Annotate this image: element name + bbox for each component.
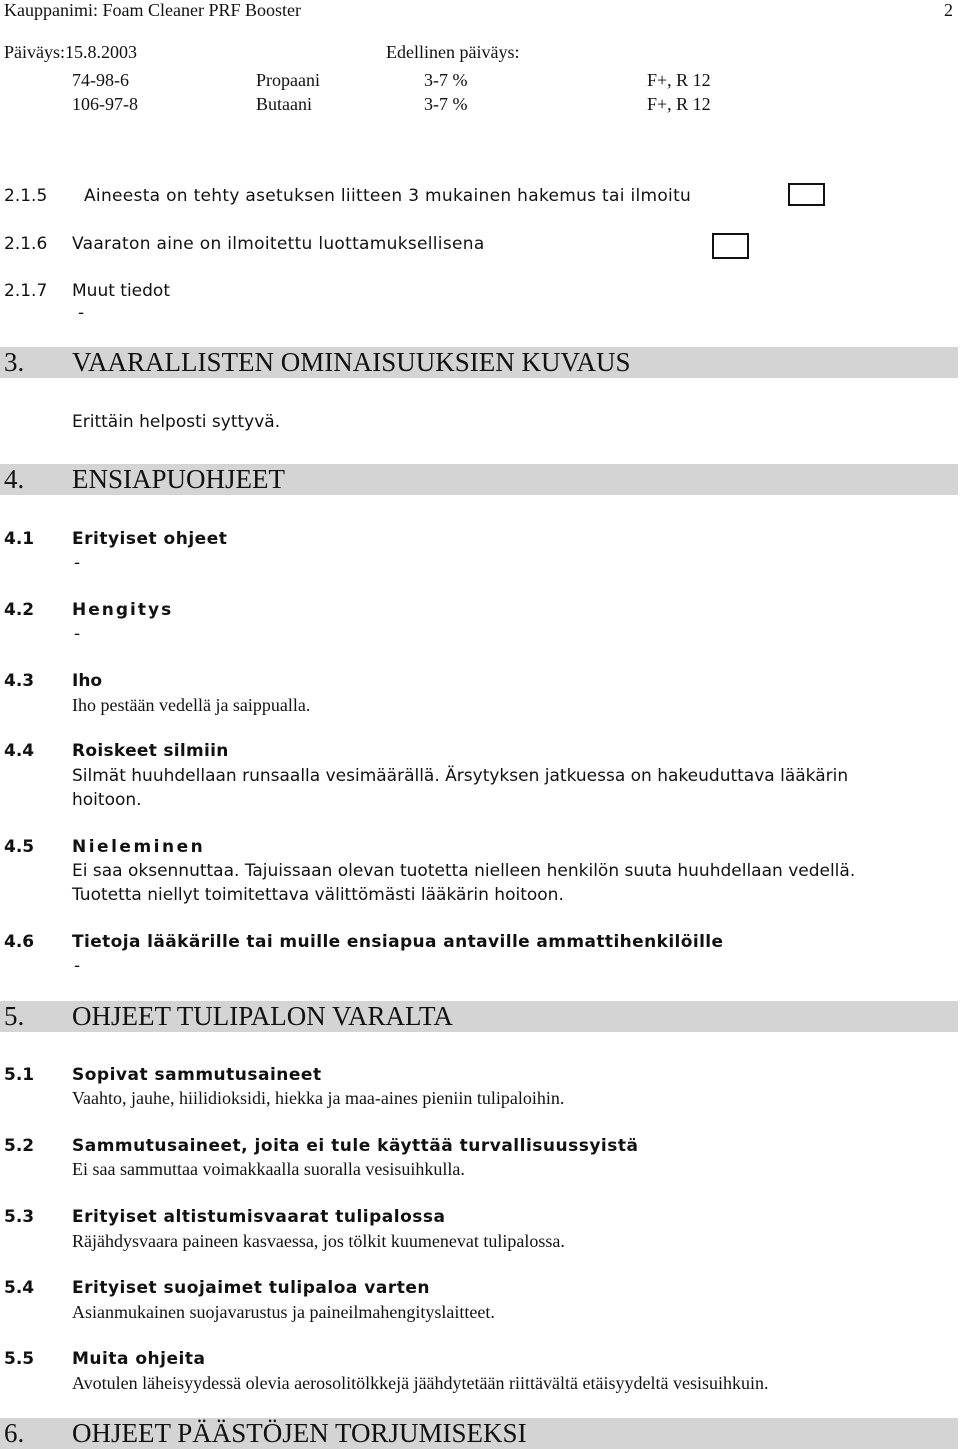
section-title: OHJEET TULIPALON VARALTA	[72, 1001, 453, 1031]
item-number: 5.2	[4, 1136, 35, 1156]
item-number: 2.1.7	[4, 281, 48, 301]
item-text: Vaaraton aine on ilmoitettu luottamuksellisena	[72, 234, 485, 254]
item-number: 5.5	[4, 1349, 35, 1369]
item-heading: Hengitys	[72, 600, 174, 620]
section-title: VAARALLISTEN OMINAISUUKSIEN KUVAUS	[72, 347, 631, 377]
item-value: -	[78, 303, 85, 323]
item-heading: Muita ohjeita	[72, 1349, 206, 1369]
item-text: Ei saa sammuttaa voimakkaalla suoralla vesisuihkulla.	[72, 1159, 465, 1179]
item-number: 5.1	[4, 1065, 35, 1085]
component-name: Butaani	[256, 94, 312, 114]
item-number: 4.4	[4, 741, 35, 761]
section-number: 4.	[4, 464, 25, 494]
section-number: 6.	[4, 1418, 25, 1448]
section-3-title	[0, 347, 958, 378]
item-text: Avotulen läheisyydessä olevia aerosolitölkkejä jäähdytetään riittävältä etäisyydeltä vesisuihkuin.	[72, 1373, 769, 1393]
section-5-title	[0, 1001, 958, 1032]
item-text: Ei saa oksennuttaa. Tajuissaan olevan tuotetta nielleen henkilön suuta huuhdellaan vedellä.	[72, 861, 856, 881]
item-text: Silmät huuhdellaan runsaalla vesimäärällä. Ärsytyksen jatkuessa on hakeuduttava lääkärin	[72, 766, 849, 786]
item-text: Vaahto, jauhe, hiilidioksidi, hiekka ja maa-aines pieniin tulipaloihin.	[72, 1088, 565, 1108]
item-heading: Erityiset ohjeet	[72, 529, 228, 549]
item-text: -	[74, 956, 81, 976]
item-number: 5.3	[4, 1207, 35, 1227]
page-number: 2	[944, 0, 953, 20]
section-number: 3.	[4, 347, 25, 377]
item-text: Asianmukainen suojavarustus ja paineilmahengityslaitteet.	[72, 1302, 495, 1322]
section-title: ENSIAPUOHJEET	[72, 464, 285, 494]
item-text: Aineesta on tehty asetuksen liitteen 3 mukainen hakemus tai ilmoitu	[84, 186, 692, 206]
item-text: -	[74, 553, 81, 573]
component-percent: 3-7 %	[424, 70, 468, 90]
component-classification: F+, R 12	[647, 94, 711, 114]
section-6-title	[0, 1418, 958, 1449]
item-heading: Roiskeet silmiin	[72, 741, 229, 761]
hazard-text: Erittäin helposti syttyvä.	[72, 412, 281, 432]
cas-number: 106-97-8	[72, 94, 138, 114]
item-text: Räjähdysvaara paineen kasvaessa, jos tölkit kuumenevat tulipalossa.	[72, 1231, 565, 1251]
section-number: 5.	[4, 1001, 25, 1031]
item-heading: Erityiset altistumisvaarat tulipalossa	[72, 1207, 446, 1227]
item-heading: Iho	[72, 671, 103, 691]
item-text: Iho pestään vedellä ja saippualla.	[72, 695, 311, 715]
section-4-title	[0, 464, 958, 495]
component-name: Propaani	[256, 70, 320, 90]
item-number: 5.4	[4, 1278, 35, 1298]
item-number: 4.5	[4, 837, 35, 857]
date: Päiväys:15.8.2003	[4, 42, 137, 62]
item-text: hoitoon.	[72, 790, 142, 810]
previous-date: Edellinen päiväys:	[386, 42, 520, 62]
item-heading: Muut tiedot	[72, 281, 170, 301]
item-heading: Sopivat sammutusaineet	[72, 1065, 322, 1085]
product-name: Kauppanimi: Foam Cleaner PRF Booster	[4, 0, 301, 20]
cas-number: 74-98-6	[72, 70, 129, 90]
item-heading: Sammutusaineet, joita ei tule käyttää turvallisuussyistä	[72, 1136, 639, 1156]
section-title: OHJEET PÄÄSTÖJEN TORJUMISEKSI	[72, 1418, 527, 1448]
notification-checkbox[interactable]	[788, 183, 825, 206]
confidential-checkbox[interactable]	[712, 233, 749, 259]
item-number: 4.3	[4, 671, 35, 691]
item-number: 4.1	[4, 529, 35, 549]
item-number: 2.1.5	[4, 186, 48, 206]
item-number: 4.2	[4, 600, 35, 620]
item-heading: Nieleminen	[72, 837, 206, 857]
item-text: -	[74, 624, 81, 644]
item-heading: Tietoja lääkärille tai muille ensiapua antaville ammattihenkilöille	[72, 932, 724, 952]
item-number: 2.1.6	[4, 234, 48, 254]
item-heading: Erityiset suojaimet tulipaloa varten	[72, 1278, 430, 1298]
item-text: Tuotetta niellyt toimitettava välittömästi lääkärin hoitoon.	[72, 885, 564, 905]
component-percent: 3-7 %	[424, 94, 468, 114]
item-number: 4.6	[4, 932, 35, 952]
component-classification: F+, R 12	[647, 70, 711, 90]
